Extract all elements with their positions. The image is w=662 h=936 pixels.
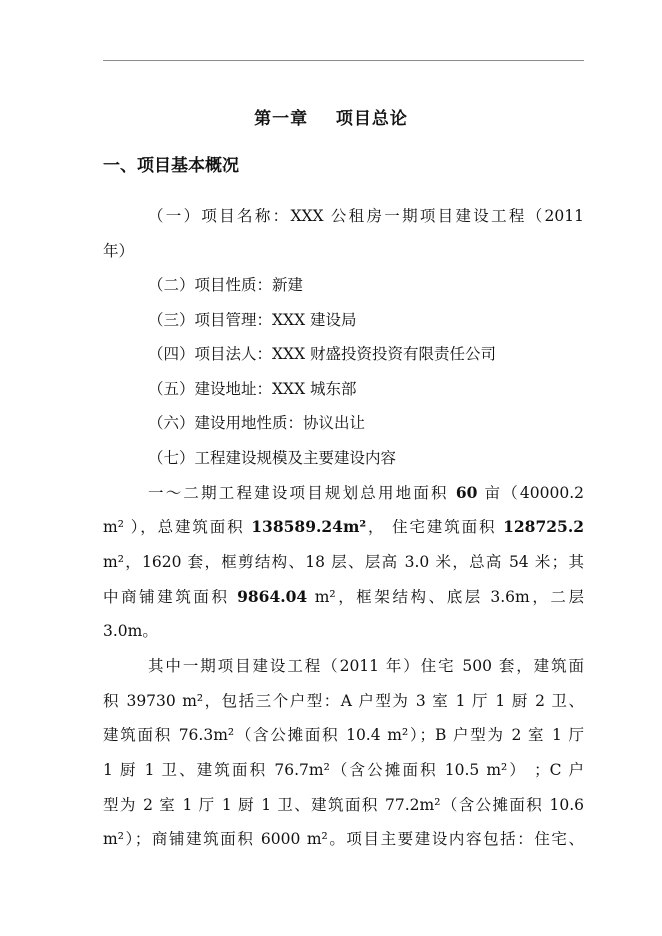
para1-line-1: 一～二期工程建设项目规划总用地面积 60 亩（40000.2 <box>148 483 584 502</box>
item-project-name: （一）项目名称：XXX 公租房一期项目建设工程（2011 <box>148 207 584 225</box>
header-rule <box>103 60 584 61</box>
para2-line-1: 其中一期项目建设工程（2011 年）住宅 500 套，建筑面 <box>148 657 584 675</box>
para1-line-5: 3.0m。 <box>103 622 158 640</box>
item-project-nature: （二）项目性质：新建 <box>148 276 304 294</box>
item-address: （五）建设地址：XXX 城东部 <box>148 380 357 398</box>
item-scale: （七）工程建设规模及主要建设内容 <box>148 449 397 467</box>
para2-line-3: 建筑面积 76.3m²（含公摊面积 10.4 m²）；B 户型为 2 室 1 厅 <box>103 726 584 744</box>
chapter-title: 第一章 项目总论 <box>254 109 408 129</box>
item-project-management: （三）项目管理：XXX 建设局 <box>148 311 357 329</box>
item-legal-entity: （四）项目法人：XXX 财盛投资投资有限责任公司 <box>148 345 497 363</box>
item-land-nature: （六）建设用地性质：协议出让 <box>148 414 366 432</box>
para2-line-2: 积 39730 m²，包括三个户型：A 户型为 3 室 1 厅 1 厨 2 卫、 <box>103 692 584 710</box>
section-title: 一、项目基本概况 <box>103 156 239 176</box>
para2-line-4: 1 厨 1 卫、建筑面积 76.7m²（含公摊面积 10.5 m²） ；C 户 <box>103 761 584 779</box>
para2-line-5: 型为 2 室 1 厅 1 厨 1 卫、建筑面积 77.2m²（含公摊面积 10.6 <box>103 796 584 814</box>
para1-line-2: m² ），总建筑面积 138589.24m²， 住宅建筑面积 128725.2 <box>103 517 584 536</box>
item-project-name-cont: 年） <box>103 242 135 260</box>
para1-line-3: m²，1620 套，框剪结构、18 层、层高 3.0 米，总高 54 米；其 <box>103 553 584 571</box>
para2-line-6: m²）；商铺建筑面积 6000 m²。项目主要建设内容包括：住宅、 <box>103 830 584 848</box>
para1-line-4: 中商铺建筑面积 9864.04 m²，框架结构、底层 3.6m，二层 <box>103 587 584 606</box>
